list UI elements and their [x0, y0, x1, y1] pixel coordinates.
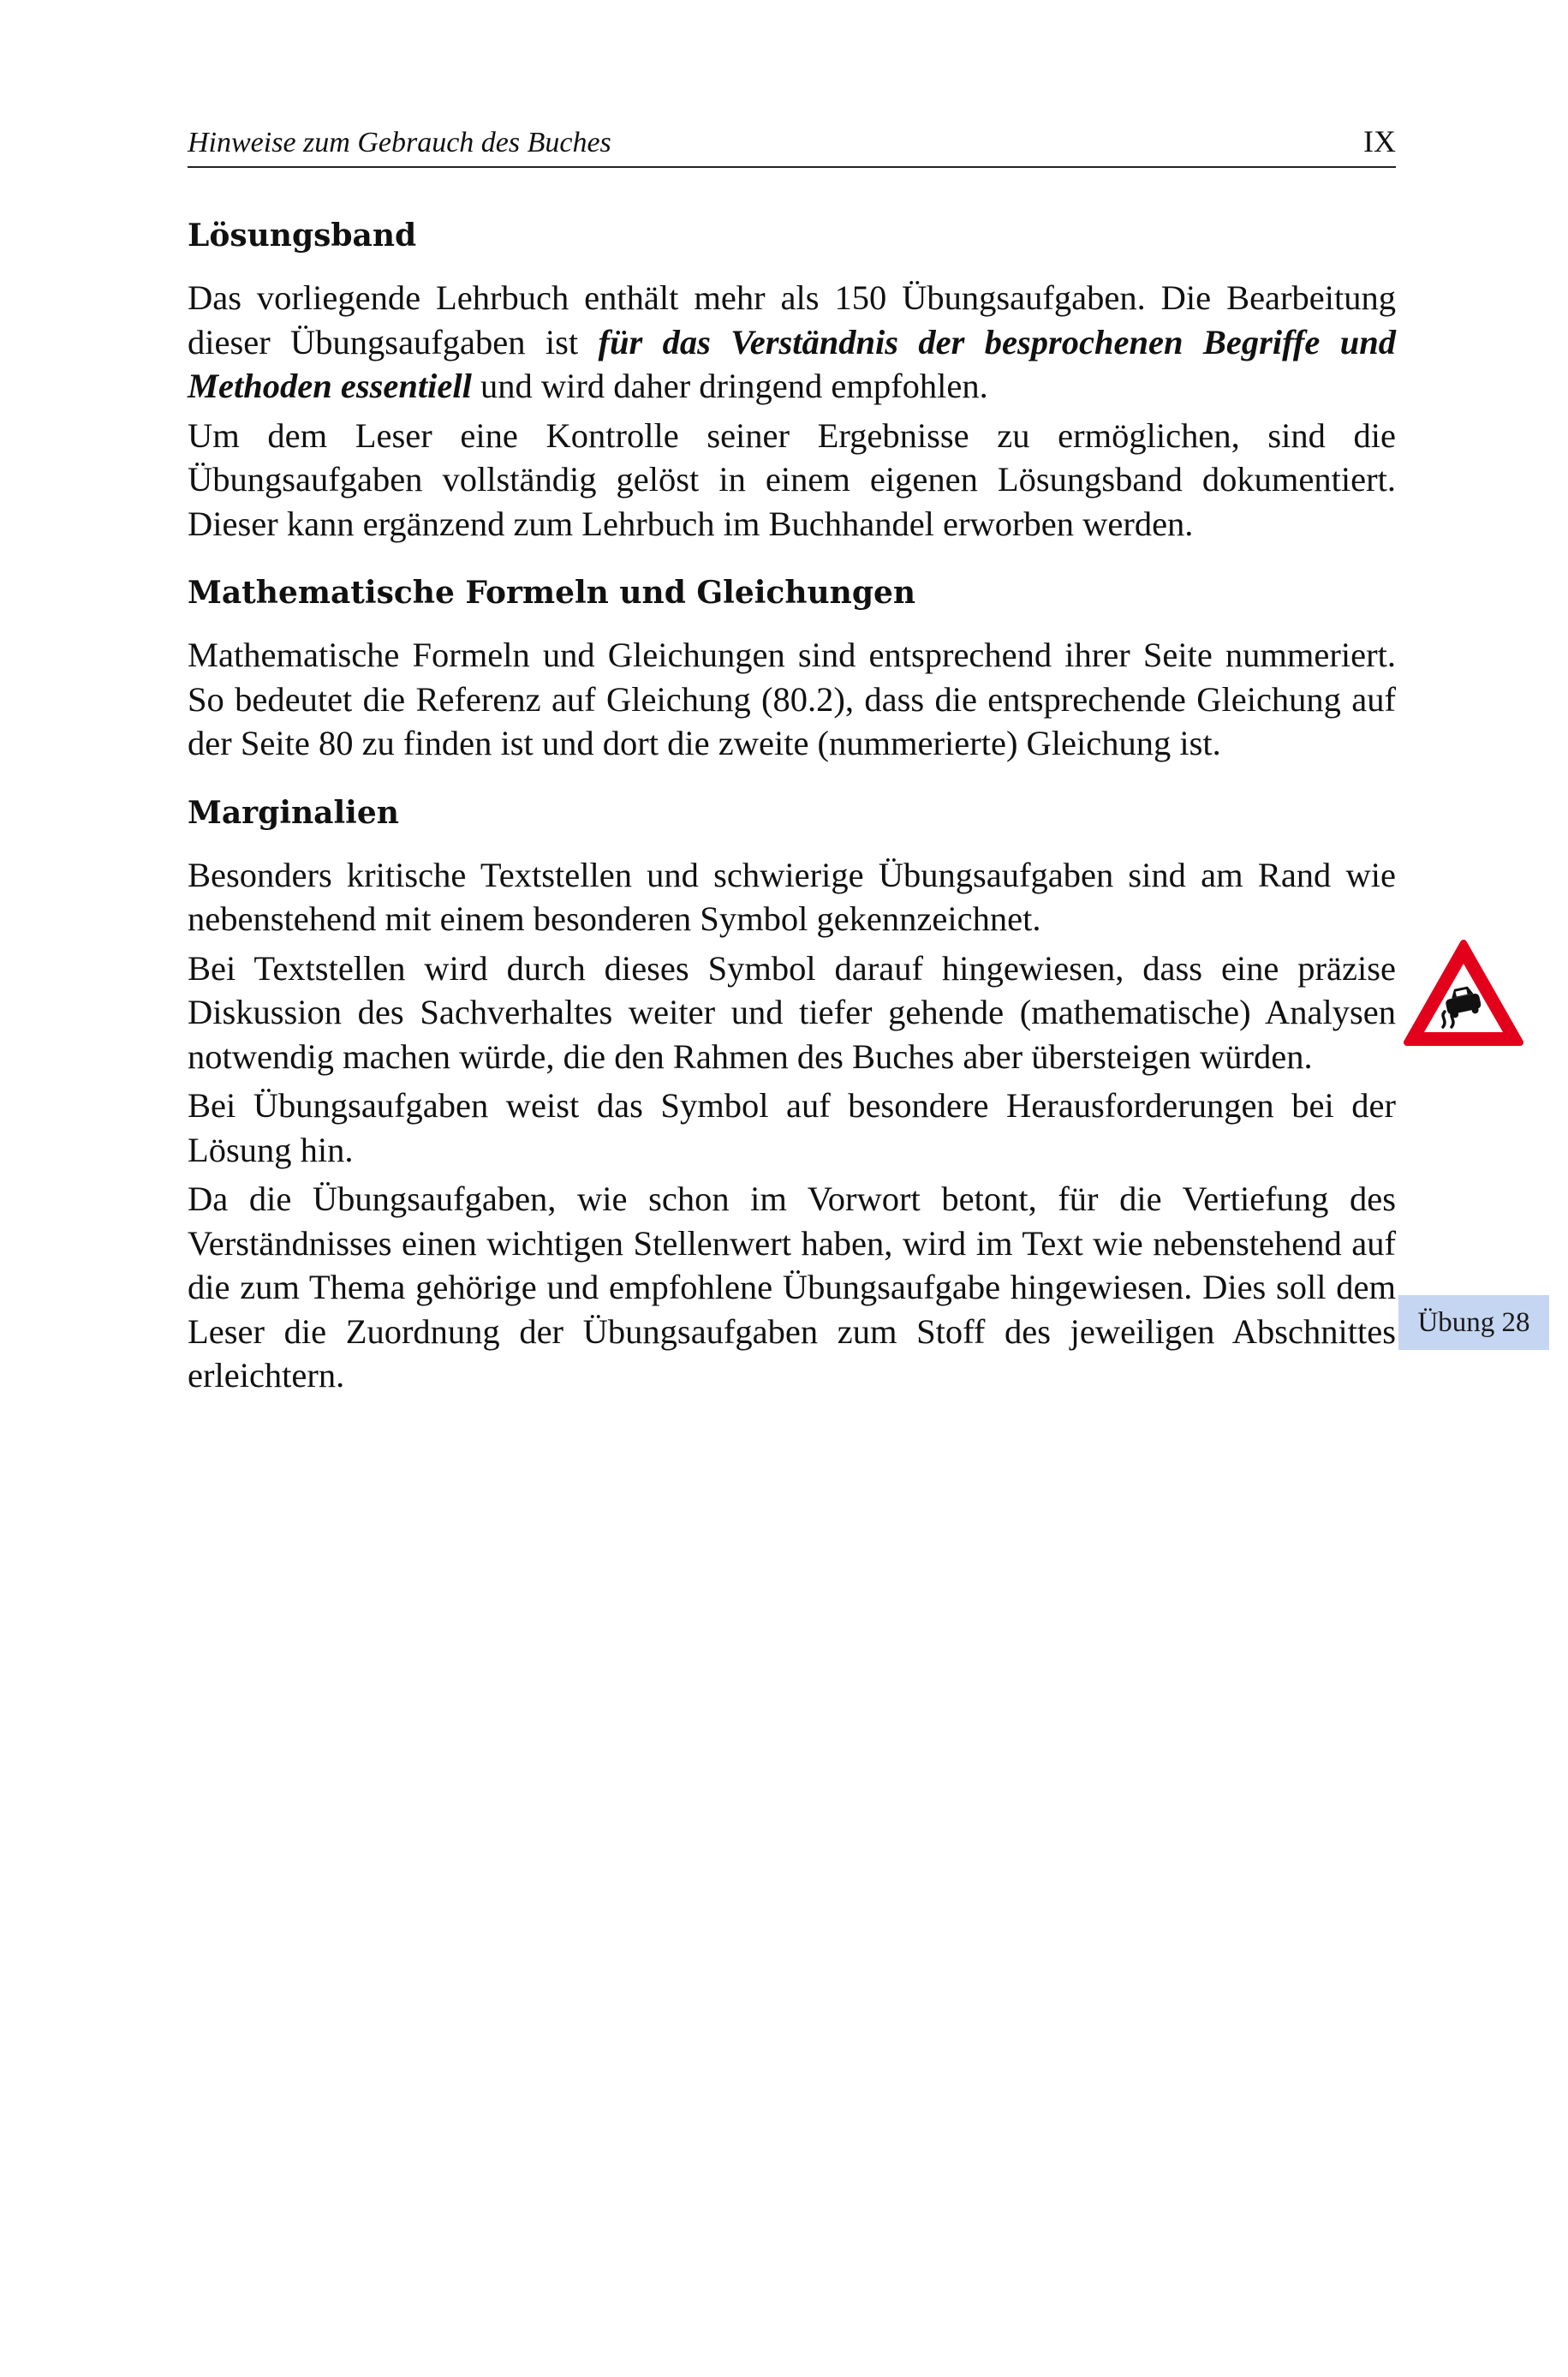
paragraph-marginalien-1: Besonders kritische Textstellen und schwierige Übungsaufgaben sind am Rand wie nebenstehend mit einem besonderen Symbol gekennzeichnet.	[188, 855, 1396, 938]
page-content	[188, 214, 1396, 1403]
page-number: IX	[1363, 124, 1396, 158]
page-header	[188, 118, 1396, 168]
running-title: Hinweise zum Gebrauch des Buches	[188, 127, 611, 158]
paragraph-loesungsband-2: Um dem Leser eine Kontrolle seiner Ergebnisse zu ermöglichen, sind die Übungsaufgaben vollständig gelöst in einem eigenen Lösungsband dokumentiert. Dieser kann ergänzend zum Lehrbuch im Buchhandel erworben werden.	[188, 415, 1396, 543]
paragraph-marginalien-2: Bei Textstellen wird durch dieses Symbol darauf hingewiesen, dass eine präzise Diskussion des Sachverhaltes weiter und tiefer gehende (mathematische) Analysen notwendig machen würde, die den Rahmen des Buches aber übersteigen würden.	[188, 948, 1396, 1076]
paragraph-formeln-1: Mathematische Formeln und Gleichungen sind entsprechend ihrer Seite nummeriert. So bedeutet die Referenz auf Gleichung (80.2), dass die entsprechende Gleichung auf der Seite 80 zu finden ist und dort die zweite (nummerierte) Gleichung ist.	[188, 636, 1396, 762]
paragraph-marginalien-4: Da die Übungsaufgaben, wie schon im Vorwort betont, für die Vertiefung des Verständnisses einen wichtigen Stellenwert haben, wird im Text wie nebenstehend auf die zum Thema gehörige und empfohlene Übungsaufgabe hingewiesen. Dies soll dem Leser die Zuordnung der Übungsaufgaben zum Stoff des jeweiligen Abschnittes erleichtern.	[188, 1180, 1396, 1395]
section-heading-formeln: Mathematische Formeln und Gleichungen	[188, 575, 916, 611]
section-heading-loesungsband: Lösungsband	[188, 218, 417, 254]
section-heading-marginalien: Marginalien	[188, 794, 399, 831]
emphasized-text: für das Verständnis der besprochenen Begriffe und Methoden essentiell	[188, 322, 1396, 405]
paragraph-marginalien-3: Bei Übungsaufgaben weist das Symbol auf besondere Herausforderungen bei der Lösung hin.	[188, 1086, 1396, 1169]
exercise-reference-badge[interactable]: Übung 28	[1398, 1295, 1549, 1350]
paragraph-text: Das vorliegende Lehrbuch enthält mehr als 150 Übungsaufgaben. Die Bearbeitung dieser Übungsaufgaben ist	[188, 278, 1396, 361]
paragraph-text: und wird daher dringend empfohlen.	[471, 367, 988, 405]
paragraph-loesungsband-1	[188, 276, 1396, 409]
slippery-road-warning-icon	[1402, 938, 1525, 1051]
